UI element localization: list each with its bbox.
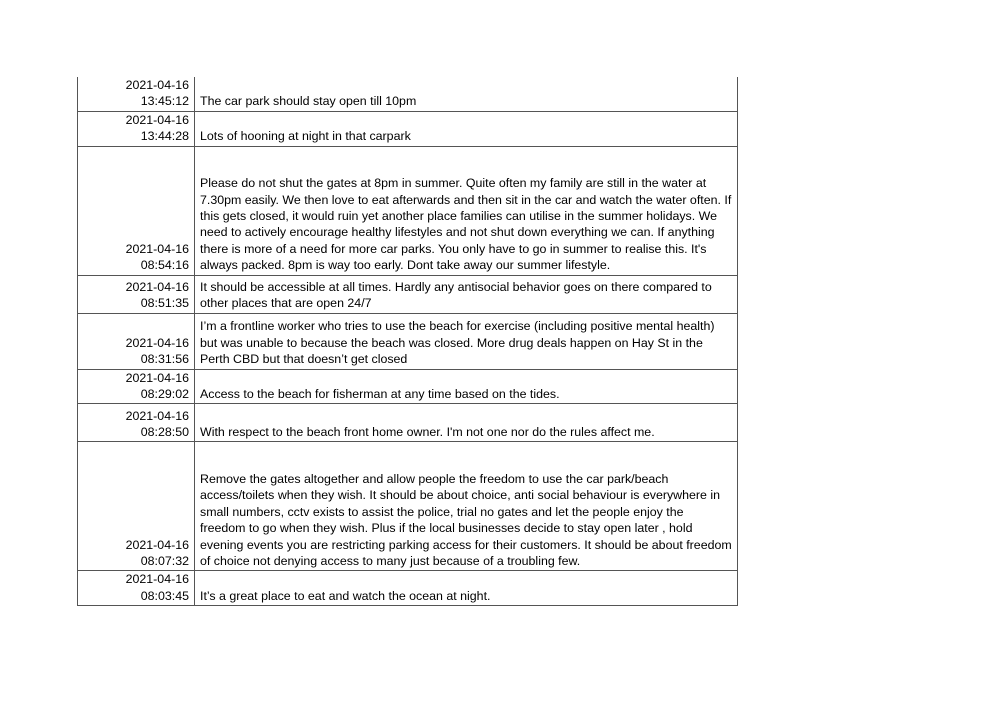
date: 2021-04-16	[125, 335, 189, 350]
table-row	[78, 404, 738, 442]
table-row	[78, 77, 738, 111]
time: 08:51:35	[140, 296, 189, 311]
date: 2021-04-16	[125, 279, 189, 294]
timestamp-cell	[78, 442, 195, 571]
date: 2021-04-16	[125, 241, 189, 256]
table-row	[78, 146, 738, 275]
timestamp-cell	[78, 369, 195, 404]
comment-cell: Lots of hooning at night in that carpark	[195, 111, 738, 146]
table-row	[78, 571, 738, 606]
time: 08:54:16	[140, 258, 189, 273]
timestamp-cell	[78, 404, 195, 442]
table-row	[78, 111, 738, 146]
comment-cell: Remove the gates altogether and allow people the freedom to use the car park/beach access/toilets when they wish. It should be about choice, anti social behaviour is everywhere in small numbers, cctv exists to assist the police, trial no gates and let the people enjoy the freedom to go when they wish. Plus if the local businesses decide to stay open later , hold evening events you are restricting parking access for their customers. It should be about freedom of choice not denying access to many just because of a troubling few.	[195, 442, 738, 571]
date: 2021-04-16	[125, 537, 189, 552]
comment-cell: Please do not shut the gates at 8pm in summer. Quite often my family are still in the water at 7.30pm easily. We then love to eat afterwards and then sit in the car and watch the water often. If this gets closed, it would ruin yet another place families can utilise in the summer holidays. We need to actively encourage healthy lifestyles and not shut down everything we can. If anything there is more of a need for more car parks. You only have to go in summer to realise this. It's always packed. 8pm is way too early. Dont take away our summer lifestyle.	[195, 146, 738, 275]
timestamp-cell	[78, 146, 195, 275]
comment-cell: I’m a frontline worker who tries to use the beach for exercise (including positive mental health) but was unable to because the beach was closed. More drug deals happen on Hay St in the Perth CBD but that doesn’t get closed	[195, 313, 738, 369]
comment-cell: The car park should stay open till 10pm	[195, 77, 738, 111]
time: 13:44:28	[140, 129, 189, 144]
time: 08:07:32	[140, 554, 189, 569]
table-row	[78, 369, 738, 404]
comment-cell: With respect to the beach front home owner. I'm not one nor do the rules affect me.	[195, 404, 738, 442]
timestamp-cell	[78, 313, 195, 369]
responses-table	[77, 77, 738, 606]
date: 2021-04-16	[125, 572, 189, 587]
timestamp-cell	[78, 111, 195, 146]
date: 2021-04-16	[125, 78, 189, 92]
comment-cell: Access to the beach for fisherman at any time based on the tides.	[195, 369, 738, 404]
time: 08:03:45	[140, 588, 189, 603]
time: 08:31:56	[140, 352, 189, 367]
comment-cell: It should be accessible at all times. Hardly any antisocial behavior goes on there compared to other places that are open 24/7	[195, 275, 738, 313]
date: 2021-04-16	[125, 370, 189, 385]
time: 13:45:12	[140, 94, 189, 109]
timestamp-cell	[78, 77, 195, 111]
date: 2021-04-16	[125, 112, 189, 127]
time: 08:28:50	[140, 425, 189, 440]
date: 2021-04-16	[125, 408, 189, 423]
comment-cell: It’s a great place to eat and watch the ocean at night.	[195, 571, 738, 606]
table-row	[78, 442, 738, 571]
time: 08:29:02	[140, 387, 189, 402]
table-row	[78, 313, 738, 369]
table-row	[78, 275, 738, 313]
timestamp-cell	[78, 275, 195, 313]
timestamp-cell	[78, 571, 195, 606]
